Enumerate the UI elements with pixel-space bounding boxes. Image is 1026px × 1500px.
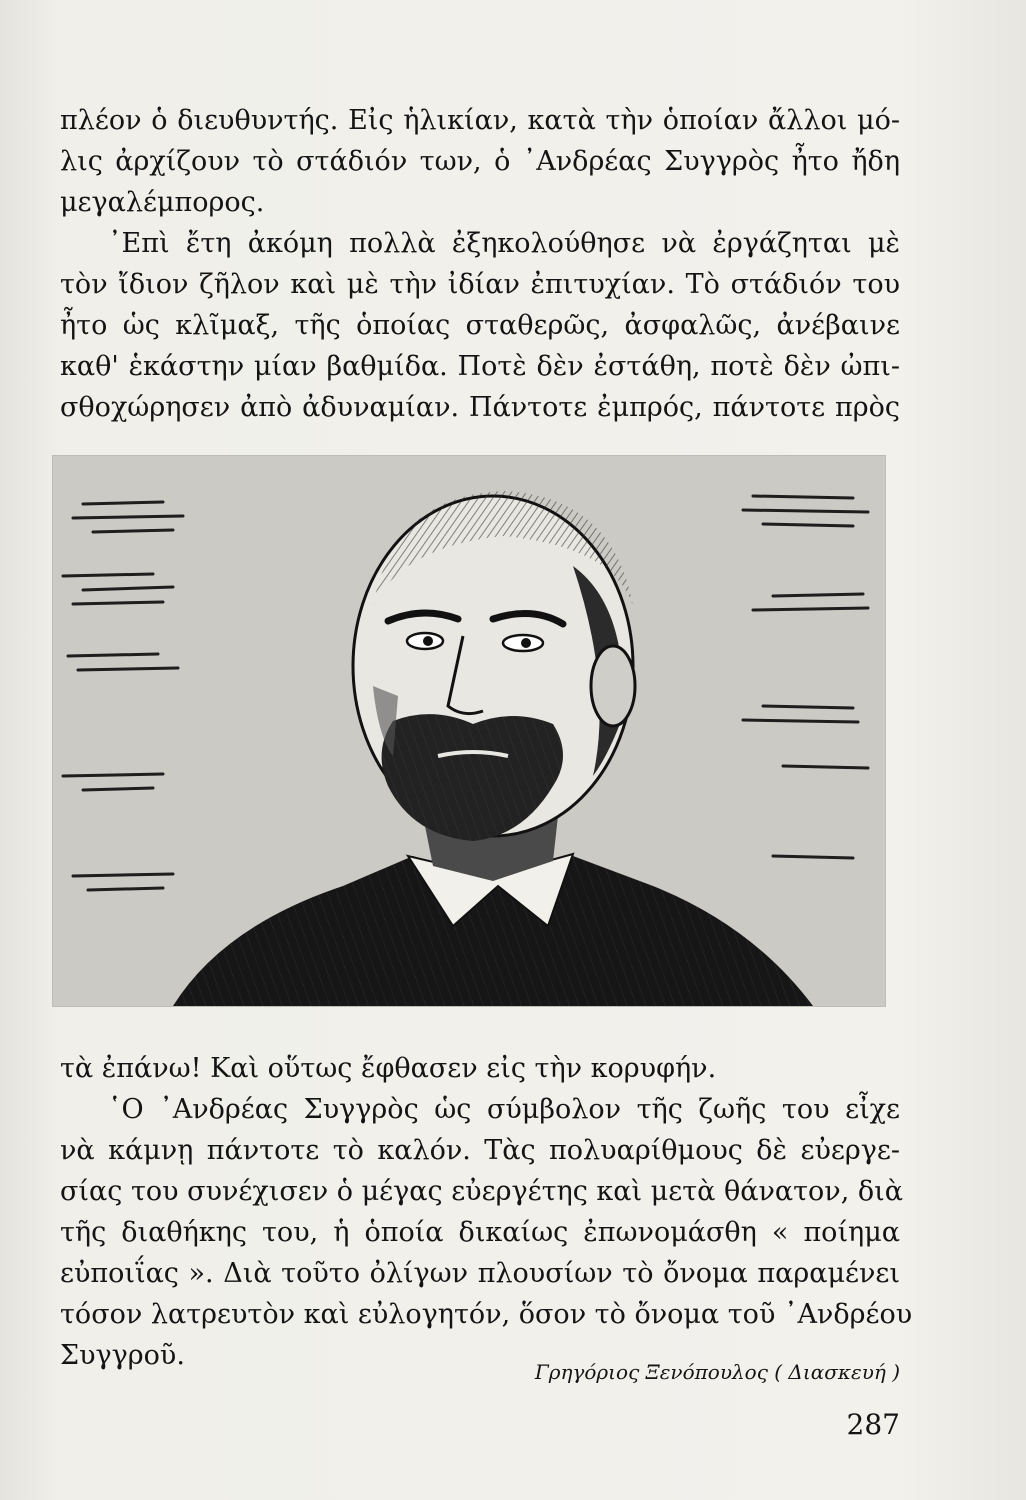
paragraph-continuation (60, 1048, 900, 1089)
text-line: τὸν ἴδιον ζῆλον καὶ μὲ τὴν ἰδίαν ἐπιτυχίαν. Τὸ στάδιόν του (60, 269, 900, 300)
paragraph-2 (60, 223, 900, 428)
page-number: 287 (846, 1408, 900, 1441)
text-line: τὰ ἐπάνω! Καὶ οὕτως ἔφθασεν εἰς τὴν κορυφήν. (60, 1053, 717, 1084)
paragraph-3 (60, 1089, 913, 1376)
text-line: μεγαλέμπορος. (60, 187, 265, 218)
text-line: σίας του συνέχισεν ὁ μέγας εὐεργέτης καὶ μετὰ θάνατον, διὰ (60, 1176, 903, 1207)
text-line: ῾Ο ᾿Ανδρέας Συγγρὸς ὡς σύμβολον τῆς ζωῆς του εἶχε (108, 1094, 900, 1125)
body-text-top (60, 100, 900, 428)
portrait-illustration (53, 456, 885, 1006)
text-line: νὰ κάμνῃ πάντοτε τὸ καλόν. Τὰς πολυαρίθμους δὲ εὐεργε- (60, 1135, 900, 1166)
author-attribution: Γρηγόριος Ξενόπουλος ( Διασκευή ) (534, 1360, 900, 1384)
body-text-bottom (60, 1048, 913, 1376)
text-line: σθοχώρησεν ἀπὸ ἀδυναμίαν. Πάντοτε ἐμπρός, πάντοτε πρὸς (60, 392, 900, 423)
text-line: τῆς διαθήκης του, ἡ ὁποία δικαίως ἐπωνομάσθη « ποίημα (60, 1217, 900, 1248)
paragraph-1 (60, 100, 900, 223)
text-line: εὐποιΐας ». Διὰ τοῦτο ὀλίγων πλουσίων τὸ ὄνομα παραμένει (60, 1258, 900, 1289)
text-line: καθ' ἑκάστην μίαν βαθμίδα. Ποτὲ δὲν ἐστάθη, ποτὲ δὲν ὠπι- (60, 351, 900, 382)
portrait-engraving (52, 455, 886, 1007)
text-line: ἦτο ὡς κλῖμαξ, τῆς ὁποίας σταθερῶς, ἀσφαλῶς, ἀνέβαινε (60, 310, 900, 341)
text-line: τόσον λατρευτὸν καὶ εὐλογητόν, ὅσον τὸ ὄνομα τοῦ ᾿Ανδρέου (60, 1299, 913, 1330)
text-line: πλέον ὁ διευθυντής. Εἰς ἡλικίαν, κατὰ τὴν ὁποίαν ἄλλοι μό- (60, 105, 900, 136)
text-line: Συγγροῦ. (60, 1340, 185, 1371)
text-line: λις ἀρχίζουν τὸ στάδιόν των, ὁ ᾿Ανδρέας Συγγρὸς ἦτο ἤδη (60, 146, 900, 177)
text-line: ᾿Επὶ ἔτη ἀκόμη πολλὰ ἐξηκολούθησε νὰ ἐργάζηται μὲ (108, 228, 900, 259)
